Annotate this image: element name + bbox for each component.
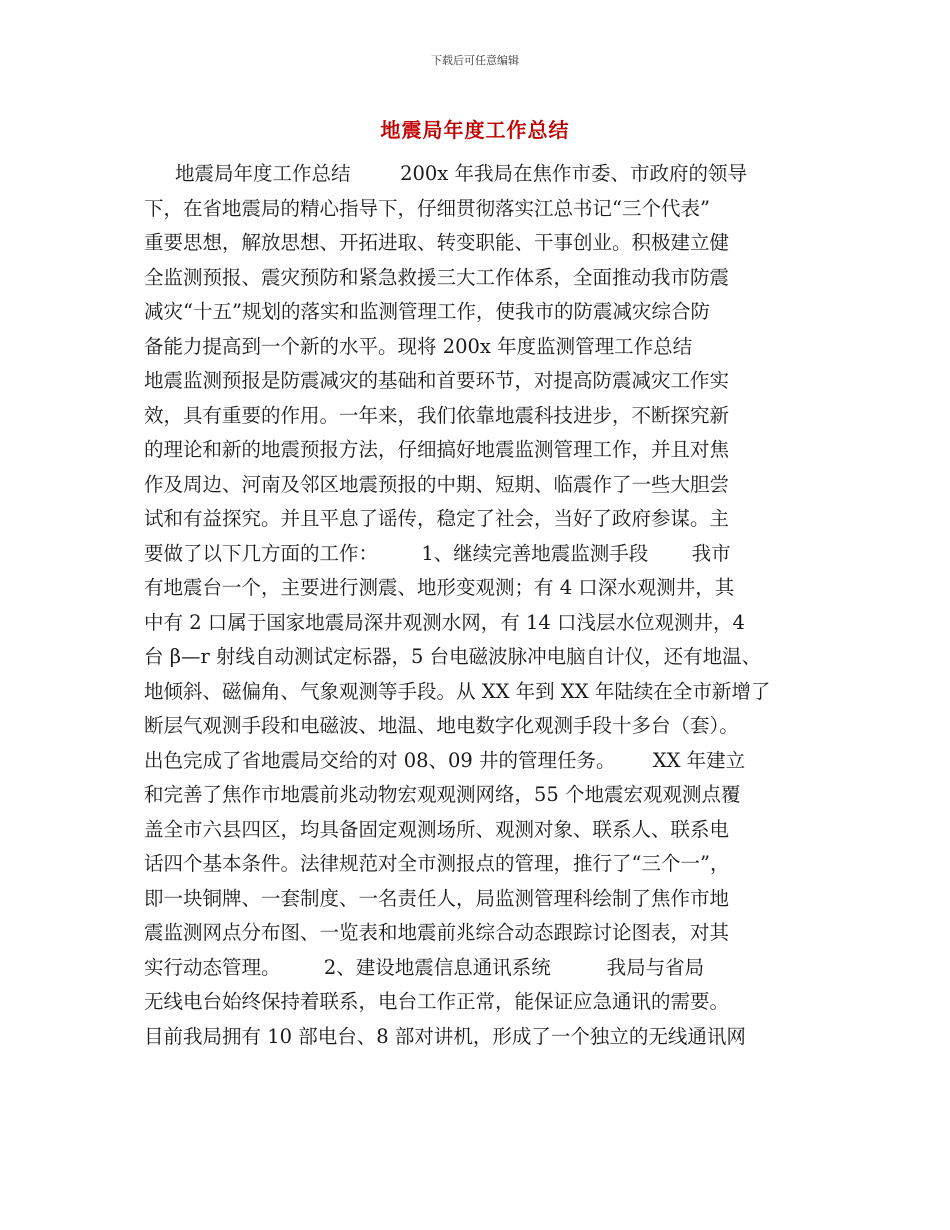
header-note: 下载后可任意编辑: [431, 54, 519, 67]
body-text-line: 出色完成了省地震局交给的对 08、09 井的管理任务。 XX 年建立: [144, 748, 746, 772]
body-text-line: 要做了以下几方面的工作： 1、继续完善地震监测手段 我市: [144, 541, 731, 565]
body-text-line: 试和有益探究。并且平息了谣传，稳定了社会，当好了政府参谋。主: [144, 507, 730, 530]
body-text-line: 备能力提高到一个新的水平。现将 200x 年度监测管理工作总结: [144, 334, 693, 358]
body-text-line: 无线电台始终保持着联系，电台工作正常，能保证应急通讯的需要。: [144, 990, 730, 1013]
body-text-line: 效，具有重要的作用。一年来，我们依靠地震科技进步，不断探究新: [144, 403, 730, 427]
body-text-line: 作及周边、河南及邻区地震预报的中期、短期、临震作了一些大胆尝: [144, 472, 730, 496]
body-text-line: 盖全市六县四区，均具备固定观测场所、观测对象、联系人、联系电: [144, 817, 730, 841]
body-text-line: 话四个基本条件。法律规范对全市测报点的管理，推行了“三个一”，: [144, 852, 730, 875]
body-text-line: 实行动态管理。 2、建设地震信息通讯系统 我局与省局: [144, 955, 705, 979]
body-text-line: 下，在省地震局的精心指导下，仔细贯彻落实江总书记“三个代表”: [144, 196, 710, 220]
body-text-line: 台 β—r 射线自动测试定标器，5 台电磁波脉冲电脑自计仪，还有地温、: [144, 645, 762, 668]
body-text-line: 和完善了焦作市地震前兆动物宏观观测网络，55 个地震宏观观测点覆: [144, 783, 741, 806]
document-title: 地震局年度工作总结: [380, 118, 570, 142]
body-text-line: 地震监测预报是防震减灾的基础和首要环节，对提高防震减灾工作实: [144, 369, 730, 392]
body-text-line: 地倾斜、磁偏角、气象观测等手段。从 XX 年到 XX 年陆续在全市新增了: [144, 679, 771, 703]
body-text-line: 地震局年度工作总结 200x 年我局在焦作市委、市政府的领导: [144, 162, 747, 185]
body-text-line: 震监测网点分布图、一览表和地震前兆综合动态跟踪讨论图表，对其: [144, 921, 730, 944]
body-text-line: 中有 2 口属于国家地震局深井观测水网，有 14 口浅层水位观测井，4: [144, 610, 745, 634]
document-body: [144, 157, 824, 1054]
body-text-line: 全监测预报、震灾预防和紧急救援三大工作体系，全面推动我市防震: [144, 265, 730, 289]
body-text-line: 减灾“十五”规划的落实和监测管理工作，使我市的防震减灾综合防: [144, 300, 710, 323]
body-text-line: 断层气观测手段和电磁波、地温、地电数字化观测手段十多台（套）。: [144, 714, 739, 737]
body-text-line: 目前我局拥有 10 部电台、8 部对讲机，形成了一个独立的无线通讯网: [144, 1024, 746, 1048]
body-text-line: 重要思想，解放思想、开拓进取、转变职能、干事创业。积极建立健: [144, 231, 730, 254]
body-text-line: 有地震台一个，主要进行测震、地形变观测；有 4 口深水观测井，其: [144, 576, 735, 599]
body-text-line: 即一块铜牌、一套制度、一名责任人，局监测管理科绘制了焦作市地: [144, 886, 730, 910]
body-text-line: 的理论和新的地震预报方法，仔细搞好地震监测管理工作，并且对焦: [144, 438, 730, 461]
